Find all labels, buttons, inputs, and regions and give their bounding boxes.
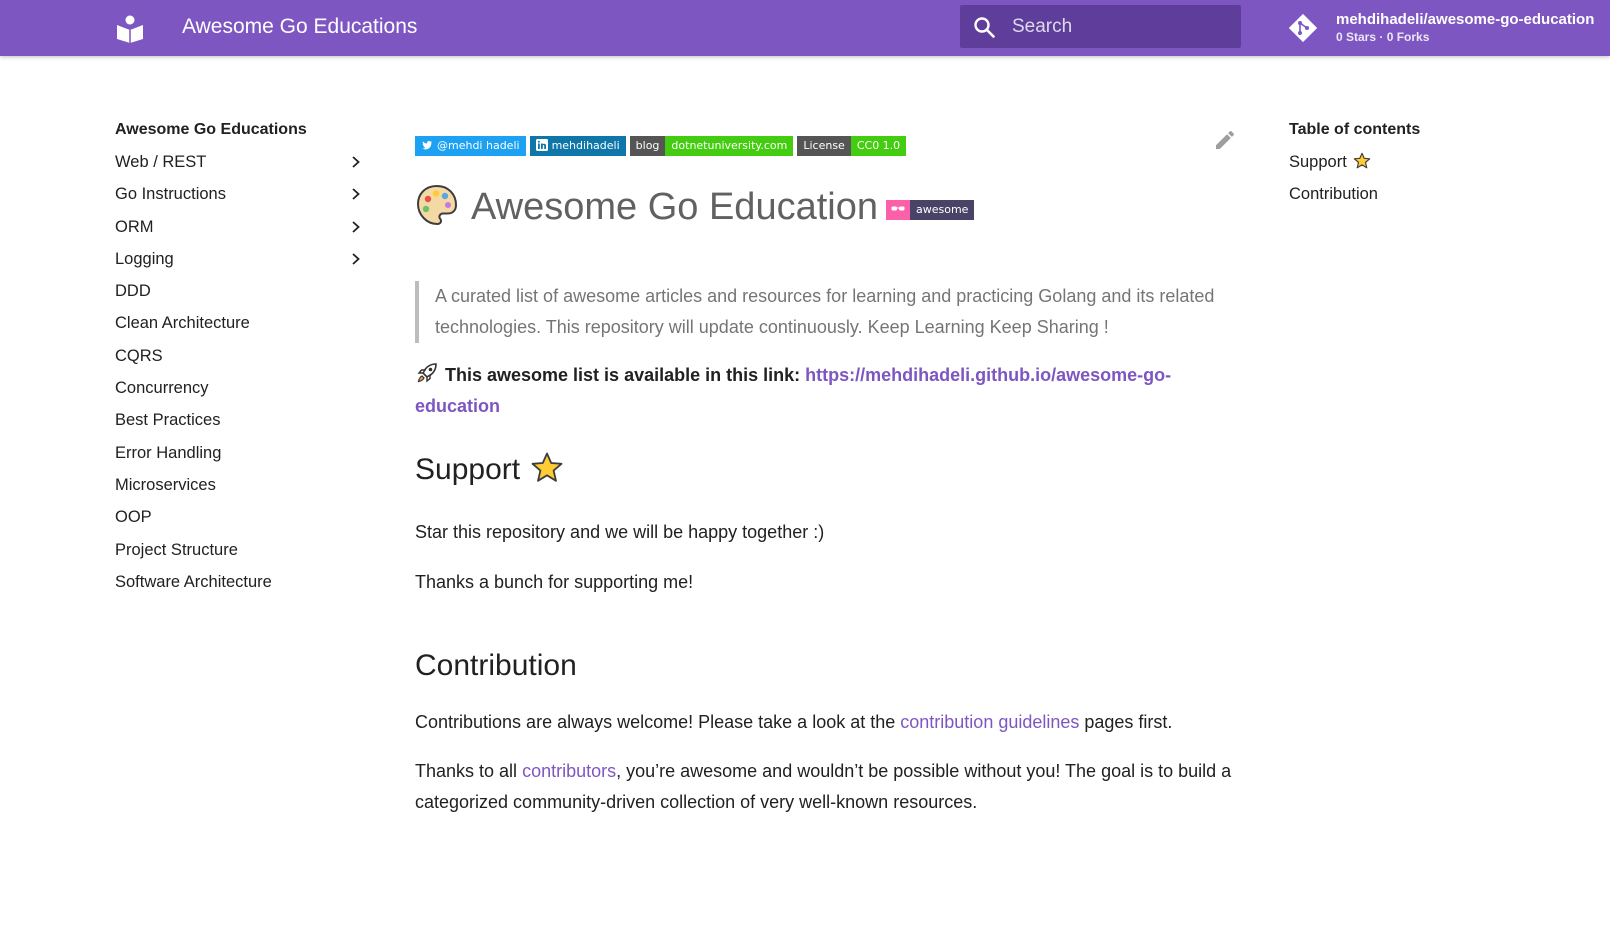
contrib-p2-before: Thanks to all: [415, 761, 523, 781]
twitter-badge[interactable]: [415, 136, 526, 156]
page-title: [415, 182, 974, 232]
sidebar-item-label: Web / REST: [115, 153, 207, 171]
star-icon: [530, 451, 564, 485]
sidebar-item-label: DDD: [115, 282, 151, 301]
awesome-badge[interactable]: [886, 200, 974, 220]
toc-item-label: Contribution: [1289, 185, 1378, 203]
linkedin-badge[interactable]: [530, 136, 626, 156]
sidebar-item-cqrs[interactable]: [115, 340, 365, 372]
sidebar-item-ddd[interactable]: [115, 275, 365, 307]
intro-quote: A curated list of awesome articles and resources for learning and practicing Golang and its related technologies. This repository will update continuously. Keep Learning Keep Sharing !: [415, 281, 1215, 343]
sidebar-item-best-practices[interactable]: [115, 404, 365, 436]
repo-facts: 0 Stars · 0 Forks: [1336, 30, 1430, 44]
contribution-paragraph-1: [415, 707, 1235, 738]
repo-link[interactable]: [1288, 9, 1595, 49]
sidebar-item-label: OOP: [115, 508, 152, 527]
available-link-paragraph: [415, 360, 1215, 422]
support-heading-text: Support: [415, 453, 521, 486]
sidebar-item-orm[interactable]: [115, 211, 365, 243]
top-header: [0, 0, 1610, 56]
sidebar-item-project-structure[interactable]: [115, 534, 365, 566]
sidebar-item-label: ORM: [115, 217, 154, 236]
contribution-paragraph-2: [415, 756, 1235, 818]
sidebar-item-label: Best Practices: [115, 411, 221, 430]
toc-item-support[interactable]: [1289, 146, 1549, 178]
chevron-right-icon: [349, 187, 363, 201]
palette-icon: [415, 183, 459, 227]
contribution-heading: Contribution: [415, 649, 577, 682]
license-badge-value: CC0 1.0: [851, 136, 906, 156]
sidebar-nav: [115, 118, 365, 598]
book-logo-icon[interactable]: [114, 12, 146, 44]
search-box[interactable]: [960, 5, 1241, 48]
chevron-right-icon: [349, 155, 363, 169]
sidebar-item-label: Concurrency: [115, 379, 209, 398]
contribution-guidelines-link[interactable]: contribution guidelines: [900, 712, 1080, 732]
chevron-right-icon: [349, 252, 363, 266]
contrib-p2-after: , you’re awesome and wouldn’t be possible without you! The goal is to build a categorized community-driven collection of very well-known resources.: [415, 761, 1232, 812]
sidebar-item-label: Clean Architecture: [115, 314, 250, 333]
support-paragraph-1: Star this repository and we will be happy together :): [415, 522, 825, 542]
linkedin-badge-label: mehdihadeli: [551, 139, 620, 152]
support-paragraph-2: Thanks a bunch for supporting me!: [415, 572, 694, 592]
sidebar-item-label: Error Handling: [115, 443, 222, 462]
search-icon: [972, 15, 996, 39]
rocket-icon: [415, 361, 439, 385]
support-heading: [415, 450, 564, 490]
license-badge[interactable]: [797, 136, 906, 156]
twitter-badge-label: @mehdi hadeli: [437, 139, 520, 152]
sidebar-item-label: CQRS: [115, 346, 163, 365]
blog-badge-label: blog: [630, 136, 666, 156]
table-of-contents: [1289, 118, 1549, 210]
sidebar-item-go-instructions[interactable]: [115, 178, 365, 210]
repo-name[interactable]: mehdihadeli/awesome-go-education: [1336, 11, 1595, 28]
twitter-icon: [421, 139, 433, 151]
sidebar-item-label: Go Instructions: [115, 185, 226, 204]
star-icon: [1353, 152, 1371, 170]
linkedin-icon: [536, 139, 548, 151]
sidebar-item-label: Logging: [115, 249, 174, 268]
git-icon: [1288, 13, 1318, 43]
available-text: This awesome list is available in this link:: [445, 365, 806, 385]
sidebar-item-software-architecture[interactable]: [115, 566, 365, 598]
sidebar-item-concurrency[interactable]: [115, 372, 365, 404]
toc-title: Table of contents: [1289, 121, 1421, 138]
sidebar-item-label: Software Architecture: [115, 572, 272, 591]
page-title-text: Awesome Go Education: [471, 186, 878, 228]
blog-badge[interactable]: [630, 136, 794, 156]
blog-badge-value: dotnetuniversity.com: [665, 136, 793, 156]
awesome-badge-label: awesome: [910, 200, 974, 220]
toc-item-contribution[interactable]: [1289, 178, 1549, 210]
chevron-right-icon: [349, 220, 363, 234]
contributors-link[interactable]: contributors: [522, 761, 617, 781]
edit-pencil-icon[interactable]: [1213, 128, 1237, 152]
search-input[interactable]: [1012, 5, 1232, 48]
contrib-p1-after: pages first.: [1079, 712, 1173, 732]
sidebar-item-microservices[interactable]: [115, 469, 365, 501]
sidebar-item-logging[interactable]: [115, 243, 365, 275]
github-pages-link[interactable]: https://mehdihadeli.github.io/awesome-go-education: [415, 365, 1172, 416]
badge-row: [415, 136, 910, 156]
license-badge-label: License: [797, 136, 850, 156]
sidebar-item-label: Project Structure: [115, 540, 238, 559]
sidebar-item-error-handling[interactable]: [115, 437, 365, 469]
sidebar-item-clean-architecture[interactable]: [115, 307, 365, 339]
sidebar-item-oop[interactable]: [115, 501, 365, 533]
sidebar-title[interactable]: Awesome Go Educations: [115, 121, 307, 138]
glasses-icon: [891, 204, 905, 214]
contrib-p1-before: Contributions are always welcome! Please take a look at the: [415, 712, 901, 732]
site-title[interactable]: Awesome Go Educations: [182, 15, 418, 38]
sidebar-item-label: Microservices: [115, 475, 216, 494]
sidebar-item-web-rest[interactable]: [115, 146, 365, 178]
toc-item-label: Support: [1289, 153, 1347, 171]
